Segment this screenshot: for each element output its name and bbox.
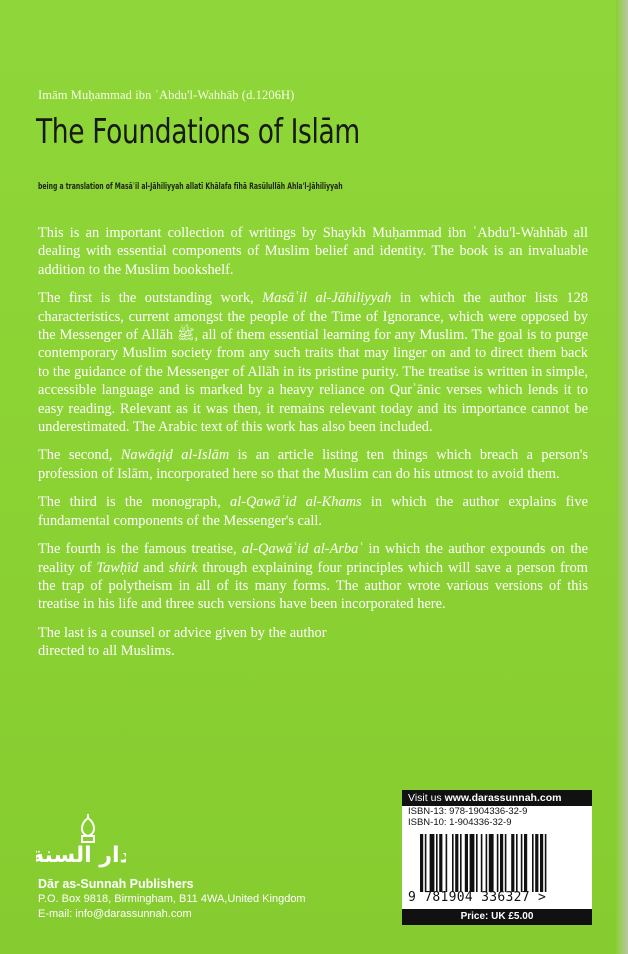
website-line: Visit us www.darassunnah.com [402,790,592,806]
blurb-paragraph-6: The last is a counsel or advice given by the author directed to all Muslims. [38,624,327,660]
isbn-13: ISBN-13: 978-1904336-32-9 [408,806,528,817]
book-title: The Foundations of Islām [36,112,360,152]
logo-arabic-text: دار السنة [36,843,126,868]
work-title: al-Qawāʿid al-Arbaʿ [241,541,364,558]
term: Tawḥīd [96,559,139,576]
publisher-info [38,876,306,922]
blurb-paragraph-4: The third is the monograph, al-Qawāʿid al-Khams in which the author explains five fundamental components of the Messenger's call. [38,494,589,529]
work-title: Masāʾil al-Jāhiliyyah [262,290,392,307]
barcode-bars [420,834,584,892]
book-subtitle: being a translation of Masāʾil al-Jāhiliyyah allatī Khālafa fīhā Rasūlullāh Ahla'l-Jāhiliyyah [38,182,343,192]
publisher-logo [36,812,126,868]
work-title: Nawāqiḍ al-Islām [120,447,230,464]
blurb-paragraph-2: The first is the outstanding work, Masāʾil al-Jāhiliyyah in which the author lists 128 characteristics, current amongst the people of the Time of Ignorance, which were opposed by the Messenger of Allāh ﷺ, all of them essential learning for any Muslim. The goal is to purge contemporary Muslim society from any such traits that may linger on and to direct them back to the guidance of the Messenger of Allāh in its pristine purity. The treatise is written in simple, accessible language and is marked by a heavy reliance on Qurʾānic verses which lends it to easy reading. Relevant as it was then, it remains relevant today and its importance cannot be underestimated. The Arabic text of this work has also been included. [38,290,588,436]
publisher-address: P.O. Box 9818, Birmingham, B11 4WA,United Kingdom [38,893,306,905]
term: shirk [168,559,198,576]
barcode-panel [402,790,592,925]
publisher-name: Dār as-Sunnah Publishers [38,877,194,891]
work-title: al-Qawāʿid al-Khams [230,494,362,511]
isbn-10: ISBN-10: 1-904336-32-9 [408,817,512,828]
blurb-paragraph-3: The second, Nawāqiḍ al-Islām is an article listing ten things which breach a person's profession of Islām, incorporated here so that the Muslim can do his utmost to avoid them. [38,447,588,482]
barcode-digits: 9 781904 336327 > [408,890,547,905]
spine-edge [616,0,628,954]
author-line: Imām Muḥammad ibn ʿAbdu'l-Wahhāb (d.1206H) [38,88,295,102]
price-label: Price: UK £5.00 [402,909,592,925]
blurb-paragraph-5: The fourth is the famous treatise, al-Qawāʿid al-Arbaʿ in which the author expounds on the reality of Tawḥīd and shirk through explaining four principles which will save a person from the trap of polytheism in all of its many forms. The author wrote various versions of this treatise in his life and three such versions have been incorporated here. [38,541,588,613]
blurb [38,224,588,671]
website-url: www.darassunnah.com [444,792,562,804]
blurb-paragraph-1: This is an important collection of writings by Shaykh Muḥammad ibn ʿAbdu'l-Wahhāb all dealing with essential components of Muslim belief and identity. The book is an invaluable addition to the Muslim bookshelf. [38,225,588,278]
dome-logo-icon [36,812,126,868]
publisher-email: E-mail: info@darassunnah.com [38,908,192,920]
